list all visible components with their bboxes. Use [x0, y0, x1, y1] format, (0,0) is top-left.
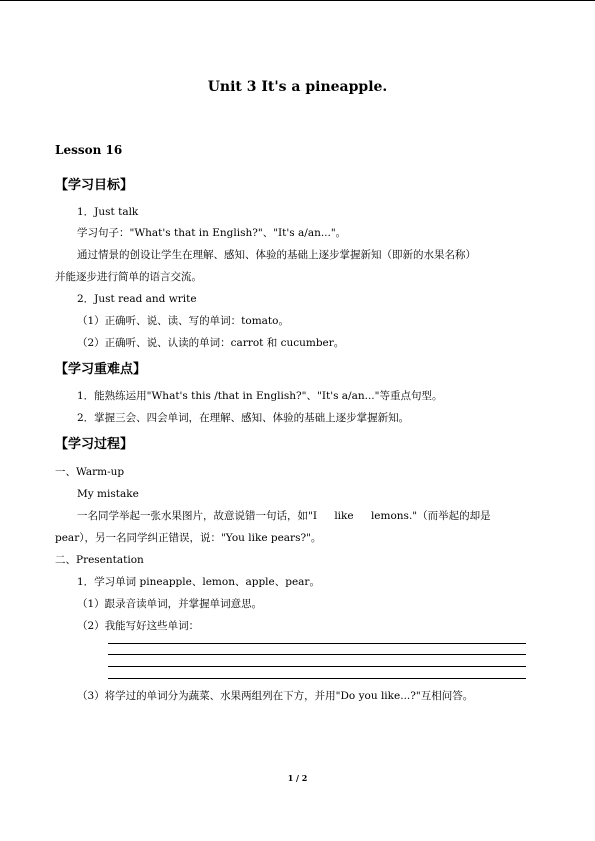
objectives-sub-2: （2）正确听、说、认读的单词：carrot 和 cucumber。	[77, 337, 345, 349]
objectives-sub-1: （1）正确听、说、读、写的单词：tomato。	[77, 315, 289, 327]
process-warmup-line-2: pear），另一名同学纠正错误，说："You like pears?"。	[55, 532, 322, 544]
top-border-line	[0, 0, 595, 1]
section-process-heading: 【学习过程】	[55, 437, 134, 452]
objectives-item-2: 2．Just read and write	[77, 293, 197, 305]
objectives-paragraph-line-1: 通过情景的创设让学生在理解、感知、体验的基础上逐步掌握新知（即新的水果名称）	[77, 249, 476, 261]
key-points-item-2: 2．掌握三会、四会单词，在理解、感知、体验的基础上逐步掌握新知。	[77, 412, 410, 424]
writing-line	[108, 643, 526, 644]
writing-line	[108, 666, 526, 667]
process-step-1-sub-2: （2）我能写好这些单词：	[77, 620, 200, 632]
writing-line	[108, 654, 526, 655]
page-title: Unit 3 It's a pineapple.	[207, 79, 388, 95]
objectives-paragraph-line-2: 并能逐步进行简单的语言交流。	[55, 271, 202, 283]
process-warmup: 一、Warm-up	[55, 466, 125, 478]
process-warmup-line-1: 一名同学举起一张水果图片，故意说错一句话，如"I like lemons."（而举起的却是	[77, 510, 491, 522]
page-number: 1 / 2	[287, 773, 308, 783]
section-key-points-heading: 【学习重难点】	[55, 362, 147, 377]
process-presentation: 二、Presentation	[55, 554, 144, 566]
process-step-1: 1．学习单词 pineapple、lemon、apple、pear。	[77, 576, 320, 588]
writing-line	[108, 678, 526, 679]
objectives-item-1: 1．Just talk	[77, 206, 139, 218]
process-step-1-sub-1: （1）跟录音读单词，并掌握单词意思。	[77, 598, 263, 610]
process-step-1-sub-3: （3）将学过的单词分为蔬菜、水果两组列在下方，并用"Do you like...?"互相问答。	[77, 690, 474, 702]
writing-lines	[108, 643, 526, 679]
process-my-mistake: My mistake	[77, 488, 139, 500]
key-points-item-1: 1．能熟练运用"What's this /that in English?"、"It's a/an..."等重点句型。	[77, 390, 443, 402]
section-objectives-heading: 【学习目标】	[55, 178, 134, 193]
lesson-heading: Lesson 16	[55, 143, 123, 157]
objectives-sentences: 学习句子："What's that in English?"、"It's a/an..."。	[77, 227, 347, 239]
